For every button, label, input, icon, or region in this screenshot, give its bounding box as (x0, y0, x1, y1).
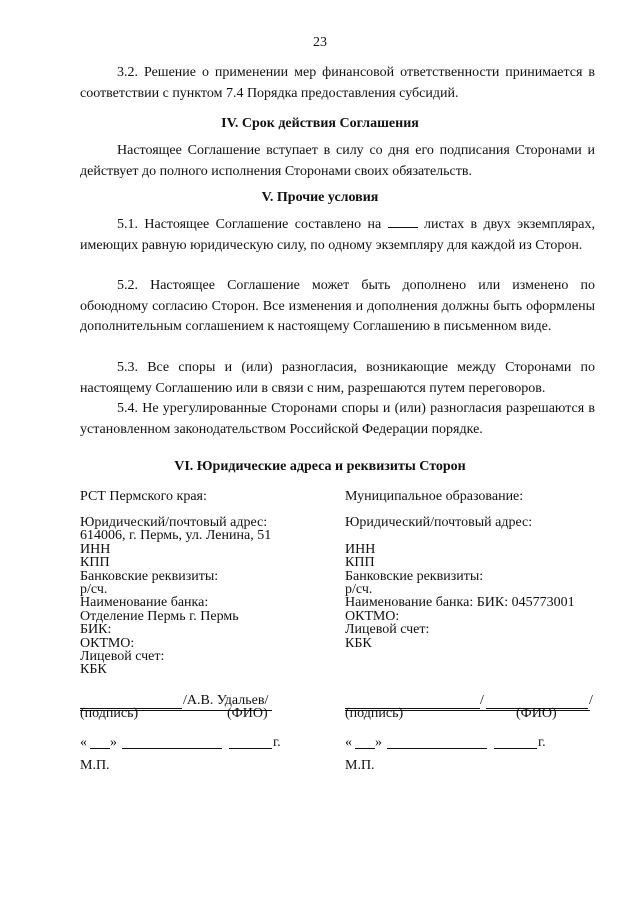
right-signature-label: (подпись) (345, 706, 404, 721)
right-date-month-line (387, 748, 487, 749)
paragraph-5-1-start: 5.1. Настоящее Соглашение составлено на (117, 217, 382, 232)
left-fio-label: (ФИО) (227, 706, 268, 721)
section-4-title: IV. Срок действия Соглашения (221, 116, 419, 131)
left-bank-details: Банковские реквизиты: (80, 568, 219, 584)
right-signature-slash-end: / (589, 693, 593, 708)
right-date-year-line (494, 748, 537, 749)
paragraph-5-1 (80, 215, 595, 256)
section-5-title: V. Прочие условия (261, 190, 379, 205)
pages-count-blank (388, 215, 418, 228)
left-personal-account: Лицевой счет: (80, 649, 165, 665)
left-date-month-line (122, 748, 222, 749)
left-kbk: КБК (80, 662, 107, 678)
left-account: р/сч. (80, 582, 108, 598)
right-stamp-label: М.П. (345, 758, 375, 773)
section-4-text: Настоящее Соглашение вступает в силу со дня его подписания Сторонами и действует до полного исполнения Сторонами своих обязательств. (80, 143, 595, 179)
right-address-label: Юридический/почтовый адрес: (345, 515, 533, 530)
right-bank-details: Банковские реквизиты: (345, 568, 484, 584)
right-kpp: КПП (345, 555, 375, 571)
right-date-close-quote: » (375, 735, 382, 750)
left-address: 614006, г. Пермь, ул. Ленина, 51 (80, 528, 272, 544)
paragraph-5-4: 5.4. Не урегулированные Сторонами споры и (или) разногласия разрешаются в установленном законодательством Российской Федерации порядке. (80, 401, 595, 437)
right-address-empty (345, 529, 575, 542)
paragraph-5-2: 5.2. Настоящее Соглашение может быть дополнено или изменено по обоюдному согласию Сторон. Все изменения и дополнения должны быть оформлены дополнительным соглашением к настоящему Соглашению в письменном виде. (80, 278, 595, 334)
right-signature-slash: / (480, 693, 484, 708)
left-signature-label: (подпись) (80, 706, 139, 721)
right-account: р/сч. (345, 582, 373, 598)
right-requisites (345, 516, 575, 650)
right-fio-label: (ФИО) (516, 706, 557, 721)
left-inn: ИНН (80, 541, 111, 557)
paragraph-3-2: 3.2. Решение о применении мер финансовой ответственности принимается в соответствии с пунктом 7.4 Порядка предоставления субсидий. (80, 65, 595, 101)
left-date-day-line (90, 748, 110, 749)
left-bik: БИК: (80, 622, 112, 638)
right-year-suffix: г. (538, 735, 546, 750)
right-kbk: КБК (345, 635, 372, 651)
right-personal-account: Лицевой счет: (345, 622, 430, 638)
left-party-name: РСТ Пермского края: (80, 489, 207, 504)
left-stamp-label: М.П. (80, 758, 110, 773)
left-bank-name-label: Наименование банка: (80, 595, 209, 611)
section-6-title: VI. Юридические адреса и реквизиты Сторон (174, 459, 466, 474)
page-number: 23 (313, 35, 327, 50)
left-date-year-line (229, 748, 272, 749)
left-bank: Отделение Пермь г. Пермь (80, 608, 239, 624)
right-inn: ИНН (345, 541, 376, 557)
right-date-open-quote: « (345, 735, 352, 750)
paragraph-5-1-end: листах в двух экземплярах, имеющих равную юридическую силу, по одному экземпляру для каждой из Сторон. (80, 217, 596, 253)
left-address-label: Юридический/почтовый адрес: (80, 515, 268, 530)
left-year-suffix: г. (273, 735, 281, 750)
left-signer-name: /А.В. Удальев/ (183, 693, 269, 708)
right-bank-name: Наименование банка: БИК: 045773001 (345, 595, 575, 611)
left-requisites (80, 516, 271, 677)
right-date-day-line (355, 748, 375, 749)
left-oktmo: ОКТМО: (80, 635, 135, 651)
paragraph-5-3: 5.3. Все споры и (или) разногласия, возникающие между Сторонами по настоящему Соглашению или в связи с ним, разрешаются путем переговоров. (80, 360, 595, 396)
left-date-close-quote: » (110, 735, 117, 750)
right-party-name: Муниципальное образование: (345, 489, 524, 504)
left-kpp: КПП (80, 555, 110, 571)
left-date-open-quote: « (80, 735, 87, 750)
right-oktmo: ОКТМО: (345, 608, 400, 624)
